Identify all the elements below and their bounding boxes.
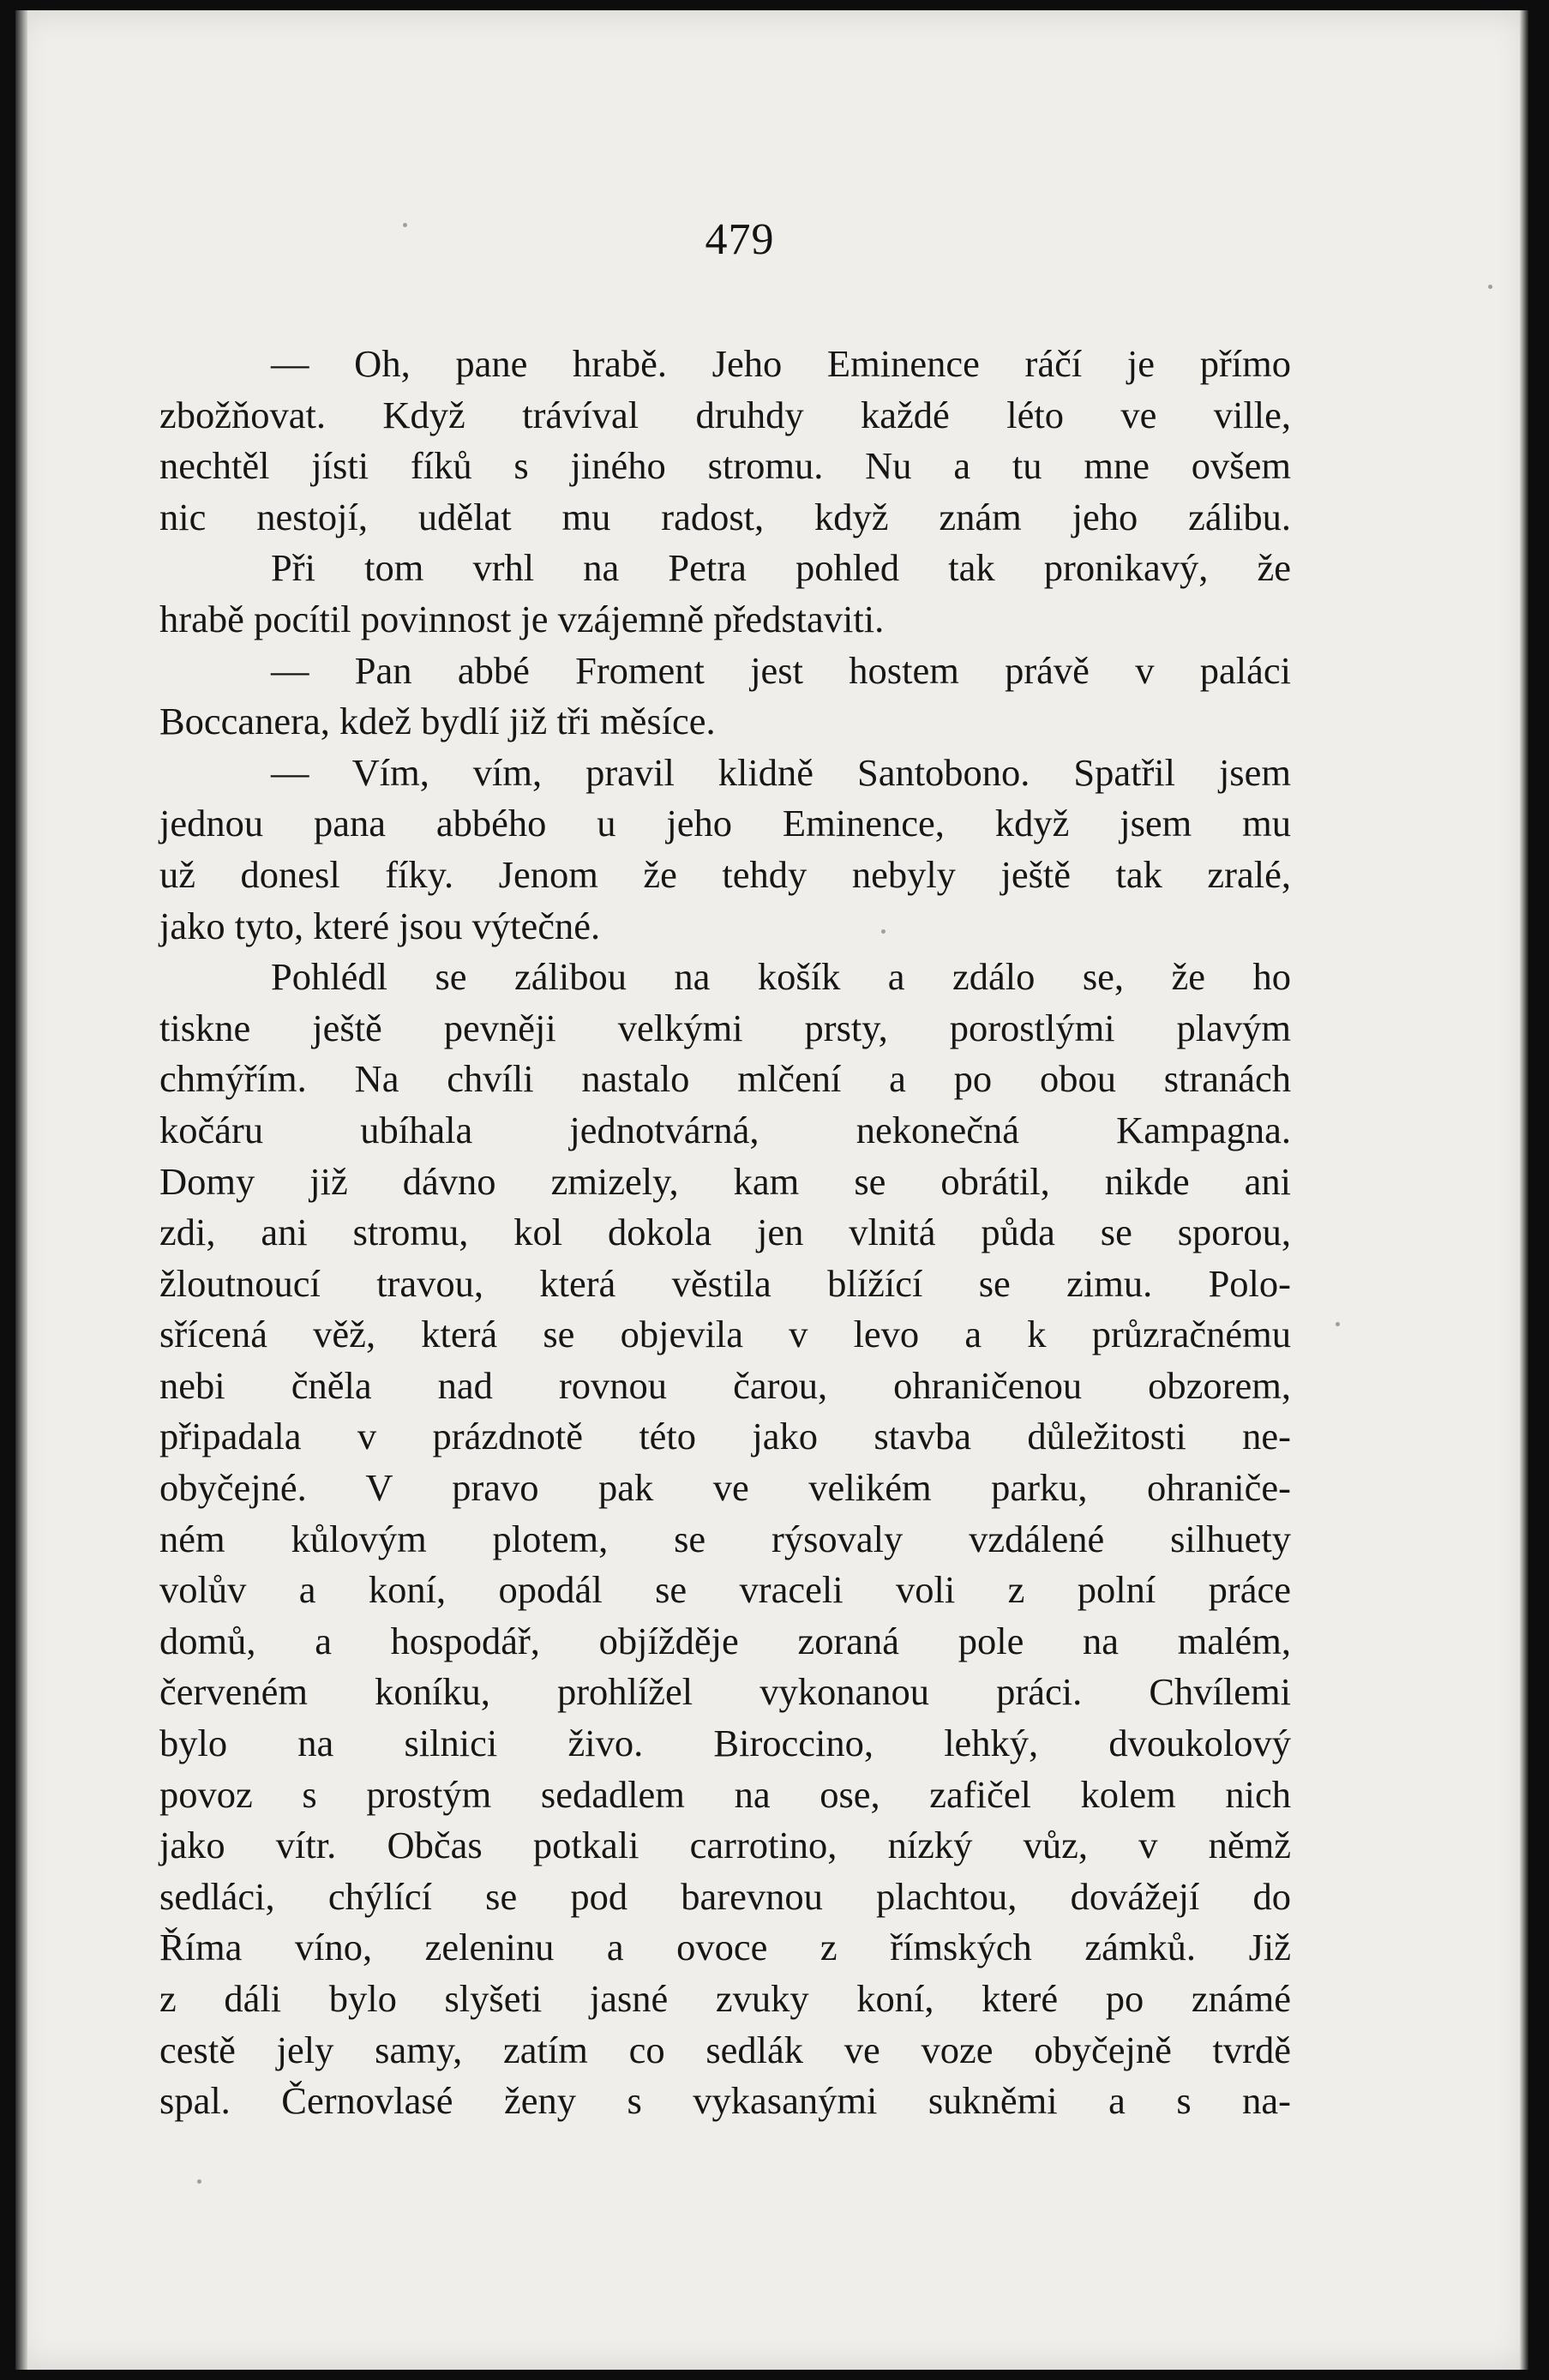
text-line: ném kůlovým plotem, se rýsovaly vzdálené silhuety bbox=[159, 1517, 1291, 1560]
text-line: žloutnoucí travou, která věstila blížící se zimu. Polo- bbox=[159, 1261, 1291, 1305]
book-page bbox=[15, 10, 1528, 2370]
paper-speck bbox=[1336, 1322, 1340, 1326]
text-line: tiskne ještě pevněji velkými prsty, porostlými plavým bbox=[159, 1006, 1291, 1049]
text-line: nic nestojí, udělat mu radost, když znám jeho zálibu. bbox=[159, 495, 1291, 538]
text-line: volův a koní, opodál se vraceli voli z polní práce bbox=[159, 1568, 1291, 1612]
text-line: hrabě pocítil povinnost je vzájemně představiti. bbox=[159, 597, 885, 640]
text-line: cestě jely samy, zatím co sedlák ve voze obyčejně tvrdě bbox=[159, 2028, 1291, 2071]
paper-speck bbox=[403, 223, 407, 227]
text-line: sřícená věž, která se objevila v levo a k průzračnému bbox=[159, 1313, 1291, 1356]
text-line: obyčejné. V pravo pak ve velikém parku, ohraniče- bbox=[159, 1466, 1291, 1510]
text-line: už donesl fíky. Jenom že tehdy nebyly ještě tak zralé, bbox=[159, 852, 1291, 896]
text-line: jako vítr. Občas potkali carrotino, nízký vůz, v němž bbox=[159, 1824, 1291, 1867]
text-line: červeném koníku, prohlížel vykonanou práci. Chvílemi bbox=[159, 1670, 1291, 1714]
text-line: zbožňovat. Když trávíval druhdy každé léto ve ville, bbox=[159, 393, 1291, 436]
text-line: — Vím, vím, pravil klidně Santobono. Spatřil jsem bbox=[271, 750, 1291, 794]
text-line: nechtěl jísti fíků s jiného stromu. Nu a tu mne ovšem bbox=[159, 444, 1291, 488]
text-line: z dáli bylo slyšeti jasné zvuky koní, které po známé bbox=[159, 1977, 1291, 2020]
text-line: Při tom vrhl na Petra pohled tak pronikavý, že bbox=[271, 546, 1291, 590]
page-left-edge bbox=[15, 10, 27, 2370]
text-line: jako tyto, které jsou výtečné. bbox=[159, 904, 601, 947]
page-right-edge bbox=[1520, 10, 1528, 2370]
body-text bbox=[159, 339, 1291, 2127]
text-line: kočáru ubíhala jednotvárná, nekonečná Kampagna. bbox=[159, 1108, 1291, 1151]
text-line: povoz s prostým sedadlem na ose, zafičel kolem nich bbox=[159, 1772, 1291, 1816]
paper-speck bbox=[1488, 285, 1492, 289]
text-line: sedláci, chýlící se pod barevnou plachtou, dovážejí do bbox=[159, 1874, 1291, 1918]
text-line: Říma víno, zeleninu a ovoce z římských zámků. Již bbox=[159, 1926, 1291, 1969]
text-line: bylo na silnici živo. Biroccino, lehký, dvoukolový bbox=[159, 1722, 1291, 1765]
text-line: — Oh, pane hrabě. Jeho Eminence ráčí je přímo bbox=[271, 342, 1291, 385]
text-line: jednou pana abbého u jeho Eminence, když jsem mu bbox=[159, 802, 1291, 845]
text-line: chmýřím. Na chvíli nastalo mlčení a po obou stranách bbox=[159, 1057, 1291, 1101]
text-line: domů, a hospodář, objížděje zoraná pole na malém, bbox=[159, 1619, 1291, 1662]
text-line: — Pan abbé Froment jest hostem právě v paláci bbox=[271, 648, 1291, 692]
text-line: Domy již dávno zmizely, kam se obrátil, nikde ani bbox=[159, 1159, 1291, 1203]
text-line: Pohlédl se zálibou na košík a zdálo se, že ho bbox=[271, 955, 1291, 999]
page-number: 479 bbox=[705, 215, 775, 264]
text-line: připadala v prázdnotě této jako stavba důležitosti ne- bbox=[159, 1415, 1291, 1458]
text-line: nebi čněla nad rovnou čarou, ohraničenou obzorem, bbox=[159, 1363, 1291, 1407]
text-line: zdi, ani stromu, kol dokola jen vlnitá půda se sporou, bbox=[159, 1211, 1291, 1254]
text-line: Boccanera, kdež bydlí již tři měsíce. bbox=[159, 700, 716, 743]
text-line: spal. Černovlasé ženy s vykasanými sukněmi a s na- bbox=[159, 2079, 1291, 2123]
paper-speck bbox=[197, 2179, 201, 2184]
